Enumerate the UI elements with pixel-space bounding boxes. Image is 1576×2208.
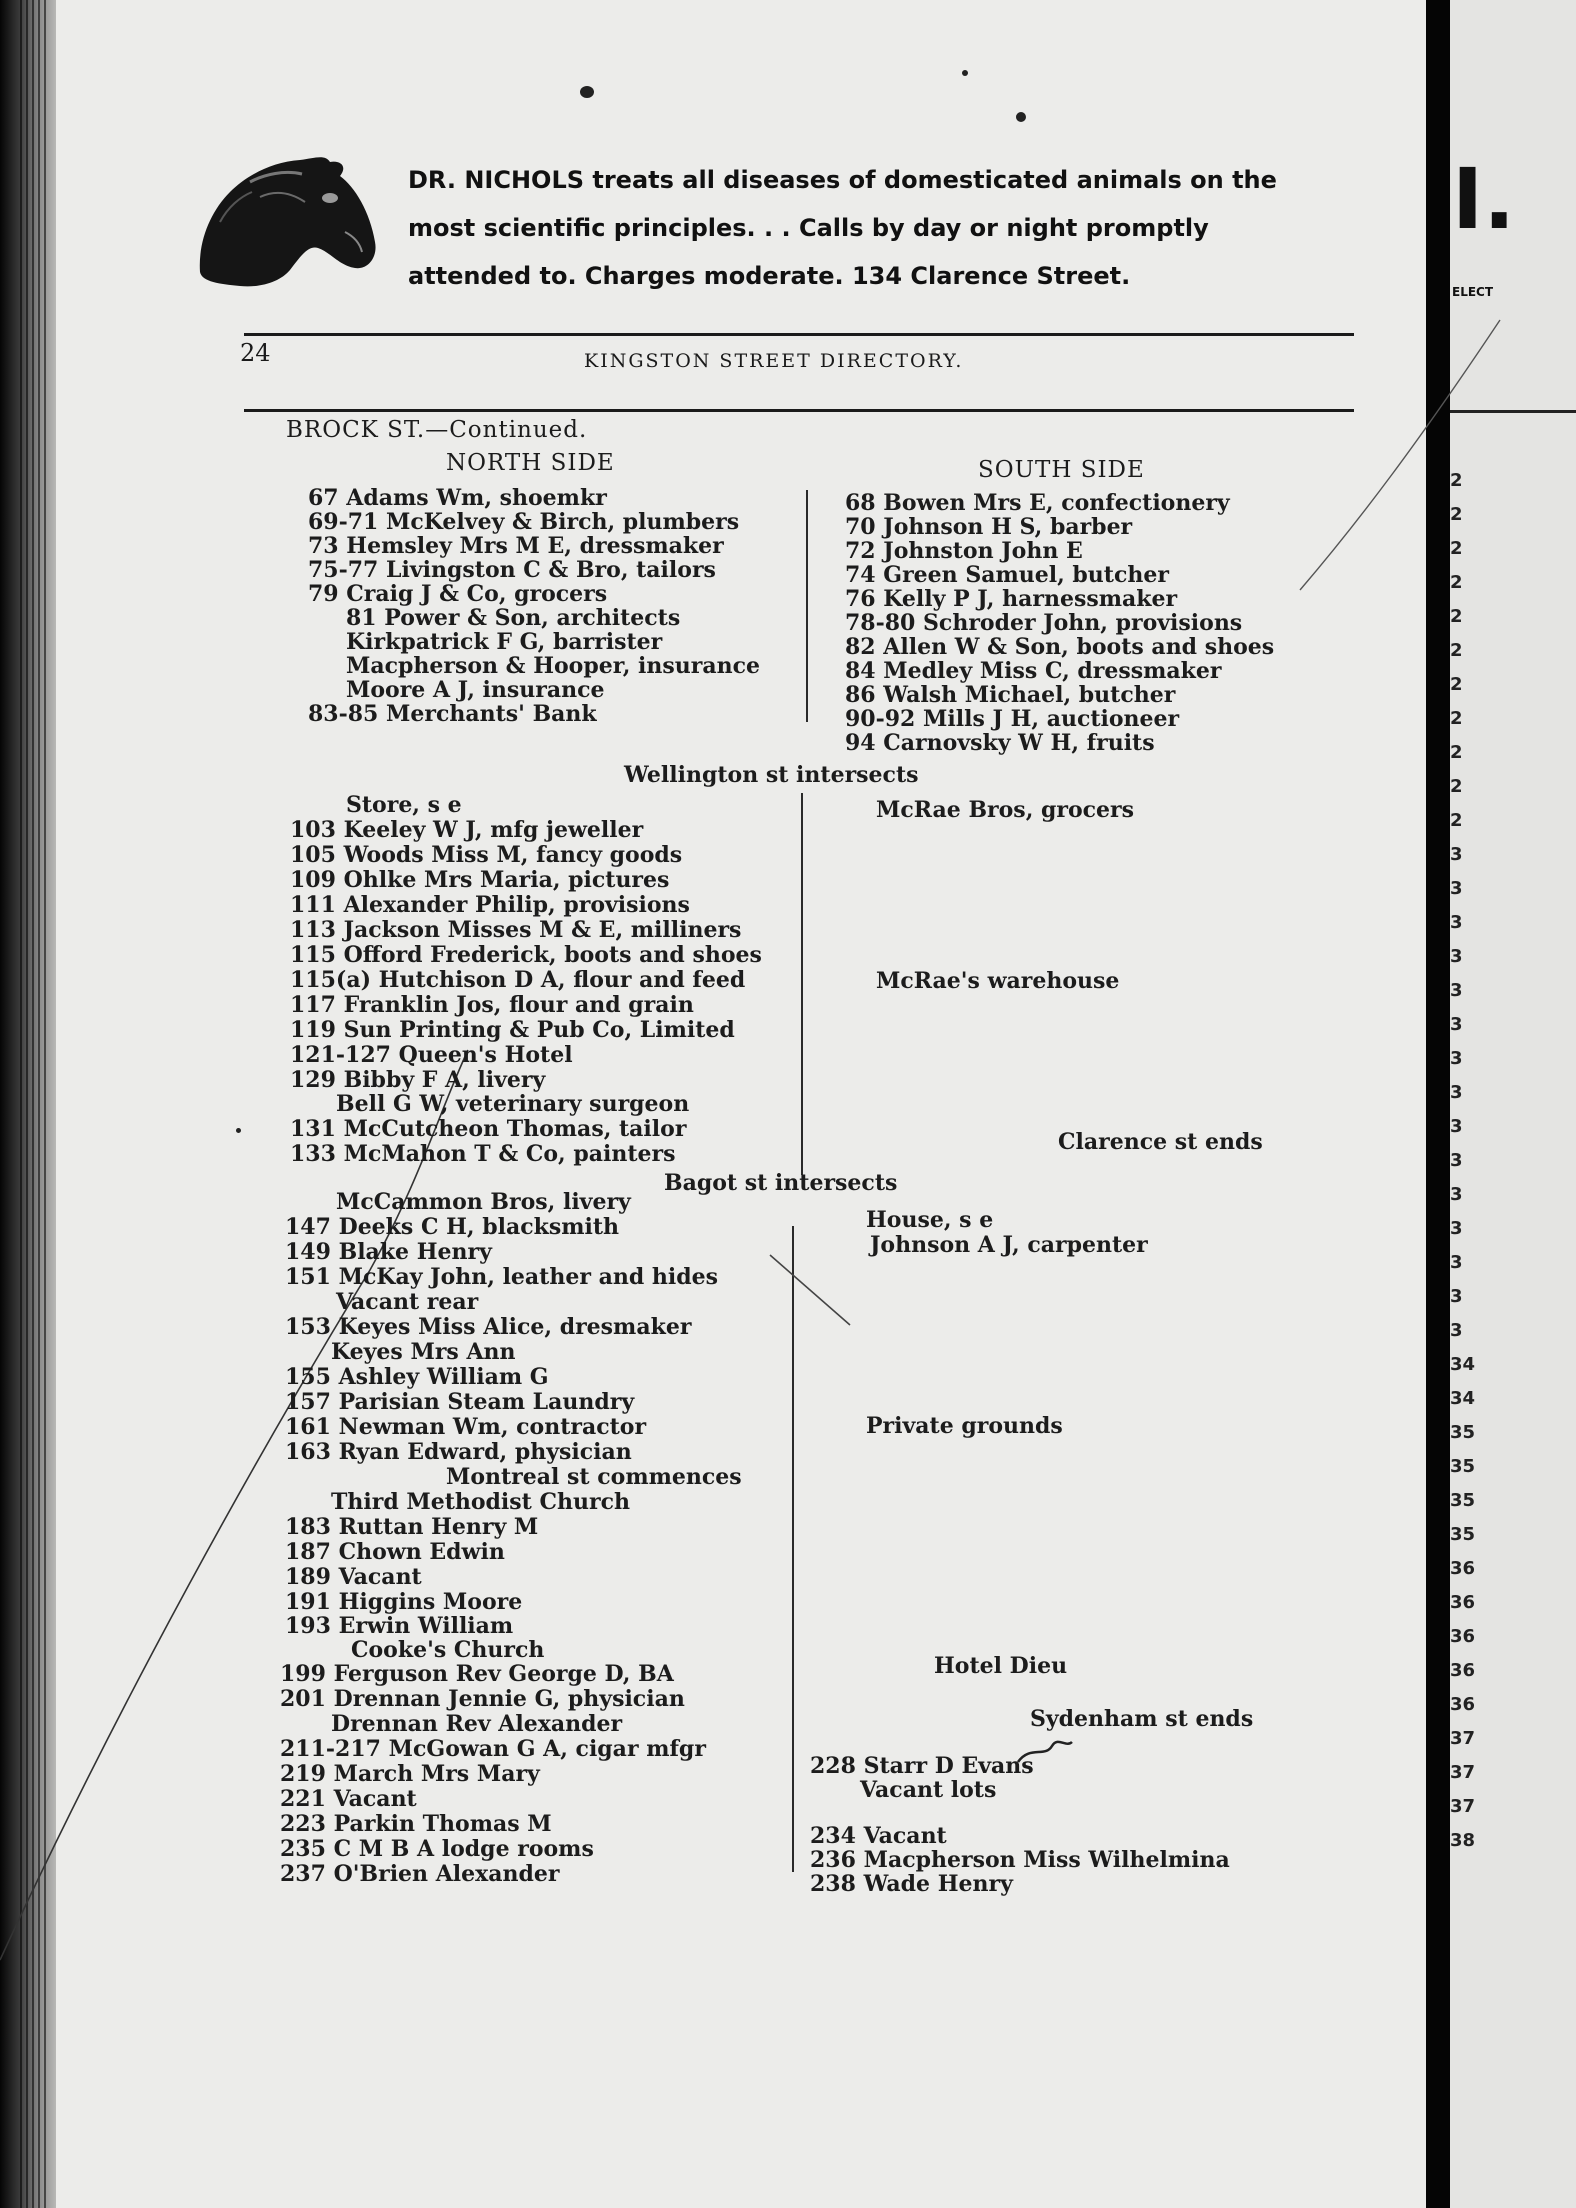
- adjacent-page-number: 34: [1450, 1388, 1476, 1409]
- north-side-entry: [285, 1440, 632, 1464]
- house-number: 84: [845, 658, 876, 684]
- north-side-entry: [285, 1390, 634, 1414]
- house-number: 119: [290, 1017, 336, 1043]
- house-number: 201: [280, 1686, 326, 1712]
- house-number: 115(a): [290, 967, 371, 993]
- south-side-entry: [876, 798, 1134, 822]
- house-number: 81: [346, 605, 377, 631]
- veterinary-advertisement: [408, 156, 1358, 300]
- adjacent-page-number: 3: [1450, 1150, 1463, 1171]
- adjacent-page-number: 2: [1450, 674, 1463, 695]
- house-number: 236: [810, 1847, 856, 1873]
- north-side-entry: [285, 1365, 549, 1389]
- occupant-name: Johnson H S, barber: [883, 514, 1133, 540]
- adjacent-page-number: 35: [1450, 1490, 1476, 1511]
- north-side-entry: [308, 510, 739, 534]
- adjacent-page-number: 38: [1450, 1830, 1476, 1851]
- occupant-name: Carnovsky W H, fruits: [883, 730, 1155, 756]
- house-number: 149: [285, 1239, 331, 1265]
- north-side-entry: [285, 1240, 492, 1264]
- house-number: 223: [280, 1811, 326, 1837]
- north-side-entry: [290, 1068, 545, 1092]
- adjacent-page-number: 3: [1450, 1218, 1463, 1239]
- header-rule: [244, 409, 1354, 412]
- north-side-entry: [290, 1018, 735, 1042]
- north-side-entry: [351, 1638, 544, 1662]
- south-side-entry: [845, 515, 1132, 539]
- adjacent-page-number: 35: [1450, 1456, 1476, 1477]
- house-number: 221: [280, 1786, 326, 1812]
- adjacent-page-caption: ELECT: [1452, 285, 1494, 299]
- south-side-entry: [1058, 1130, 1263, 1154]
- house-number: 133: [290, 1141, 336, 1167]
- house-number: 76: [845, 586, 876, 612]
- occupant-name: McKelvey & Birch, plumbers: [386, 509, 740, 535]
- north-side-entry: [290, 893, 690, 917]
- north-side-entry: [331, 1490, 630, 1514]
- occupant-name: Adams Wm, shoemkr: [346, 485, 607, 511]
- north-side-entry: [280, 1687, 685, 1711]
- occupant-name: Vacant lots: [860, 1777, 997, 1803]
- house-number: 157: [285, 1389, 331, 1415]
- adjacent-page-number: 3: [1450, 1082, 1463, 1103]
- house-number: 78-80: [845, 610, 916, 636]
- occupant-name: Drennan Jennie G, physician: [333, 1686, 685, 1712]
- house-number: 115: [290, 942, 336, 968]
- house-number: 79: [308, 581, 339, 607]
- south-side-entry: [876, 969, 1119, 993]
- adjacent-page-number: 2: [1450, 810, 1463, 831]
- occupant-name: Deeks C H, blacksmith: [338, 1214, 620, 1240]
- south-side-entry: [845, 563, 1169, 587]
- north-side-entry: [346, 654, 760, 678]
- occupant-name: Queen's Hotel: [398, 1042, 573, 1068]
- street-title: BROCK ST.—Continued.: [286, 417, 588, 443]
- occupant-name: Clarence st ends: [1058, 1129, 1263, 1155]
- adjacent-page-number: 35: [1450, 1524, 1476, 1545]
- house-number: 151: [285, 1264, 331, 1290]
- adjacent-page-rule: [1450, 410, 1576, 413]
- occupant-name: Hutchison D A, flour and feed: [378, 967, 746, 993]
- south-side-entry: [810, 1754, 1034, 1778]
- house-number: 94: [845, 730, 876, 756]
- occupant-name: McRae Bros, grocers: [876, 797, 1135, 823]
- adjacent-page-number: 3: [1450, 878, 1463, 899]
- occupant-name: Schroder John, provisions: [923, 610, 1243, 636]
- occupant-name: Vacant rear: [336, 1289, 479, 1315]
- occupant-name: Erwin William: [338, 1613, 514, 1639]
- adjacent-page-number: 36: [1450, 1592, 1476, 1613]
- north-side-entry: [290, 943, 762, 967]
- house-number: 90-92: [845, 706, 916, 732]
- occupant-name: Cooke's Church: [351, 1637, 545, 1663]
- intersection-label: Montreal st commences: [446, 1464, 742, 1490]
- north-side-entry: [280, 1862, 559, 1886]
- house-number: 105: [290, 842, 336, 868]
- adjacent-page-number: 3: [1450, 912, 1463, 933]
- occupant-name: Sun Printing & Pub Co, Limited: [343, 1017, 735, 1043]
- occupant-name: Bibby F A, livery: [343, 1067, 546, 1093]
- house-number: 73: [308, 533, 339, 559]
- north-side-entry: [285, 1315, 691, 1339]
- north-side-entry: [336, 1190, 631, 1214]
- occupant-name: Offord Frederick, boots and shoes: [343, 942, 762, 968]
- house-number: 109: [290, 867, 336, 893]
- north-side-entry: [280, 1812, 552, 1836]
- house-number: 153: [285, 1314, 331, 1340]
- occupant-name: Higgins Moore: [338, 1589, 523, 1615]
- house-number: 86: [845, 682, 876, 708]
- occupant-name: Third Methodist Church: [331, 1489, 630, 1515]
- scan-speck: [236, 1128, 241, 1133]
- occupant-name: McMahon T & Co, painters: [343, 1141, 676, 1167]
- occupant-name: Vacant: [338, 1564, 422, 1590]
- occupant-name: Walsh Michael, butcher: [883, 682, 1176, 708]
- south-side-entry: [845, 659, 1222, 683]
- occupant-name: Bell G W, veterinary surgeon: [336, 1091, 690, 1117]
- occupant-name: Johnston John E: [883, 538, 1083, 564]
- house-number: 211-217: [280, 1736, 381, 1762]
- south-side-entry: [810, 1824, 947, 1848]
- occupant-name: Vacant: [333, 1786, 417, 1812]
- occupant-name: Store, s e: [346, 792, 462, 818]
- adjacent-page-number: 3: [1450, 1286, 1463, 1307]
- south-side-entry: [845, 731, 1155, 755]
- south-side-entry: [845, 707, 1179, 731]
- south-side-entry: [1030, 1707, 1253, 1731]
- house-number: 219: [280, 1761, 326, 1787]
- south-side-entry: [870, 1233, 1148, 1257]
- occupant-name: Alexander Philip, provisions: [343, 892, 690, 918]
- house-number: 131: [290, 1116, 336, 1142]
- adjacent-page-number: 36: [1450, 1660, 1476, 1681]
- adjacent-page-number: 2: [1450, 742, 1463, 763]
- house-number: 121-127: [290, 1042, 391, 1068]
- north-side-entry: [308, 582, 607, 606]
- north-side-entry: [290, 918, 741, 942]
- occupant-name: Moore A J, insurance: [346, 677, 605, 703]
- column-divider: [806, 490, 808, 722]
- house-number: 83-85: [308, 701, 379, 727]
- north-side-entry: [336, 1092, 689, 1116]
- north-side-entry: [290, 1043, 573, 1067]
- house-number: 75-77: [308, 557, 379, 583]
- north-side-entry: [308, 534, 724, 558]
- adjacent-page-number: 37: [1450, 1796, 1476, 1817]
- house-number: 234: [810, 1823, 856, 1849]
- south-side-entry: [845, 683, 1175, 707]
- adjacent-page-number: 3: [1450, 946, 1463, 967]
- occupant-name: Drennan Rev Alexander: [331, 1711, 623, 1737]
- north-side-entry: [280, 1737, 706, 1761]
- house-number: 163: [285, 1439, 331, 1465]
- horse-head-logo: [190, 152, 382, 292]
- north-side-entry: [285, 1540, 505, 1564]
- page-gutter: [1426, 0, 1450, 2208]
- occupant-name: McCutcheon Thomas, tailor: [343, 1116, 687, 1142]
- house-number: 129: [290, 1067, 336, 1093]
- house-number: 155: [285, 1364, 331, 1390]
- occupant-name: Private grounds: [866, 1413, 1063, 1439]
- occupant-name: Kirkpatrick F G, barrister: [346, 629, 663, 655]
- north-side-entry: [290, 1117, 686, 1141]
- occupant-name: Hemsley Mrs M E, dressmaker: [346, 533, 724, 559]
- north-side-entry: [346, 630, 662, 654]
- south-side-entry: [866, 1208, 993, 1232]
- south-side-entry: [845, 611, 1242, 635]
- header-rule: [244, 333, 1354, 336]
- north-side-entry: [308, 702, 597, 726]
- house-number: 72: [845, 538, 876, 564]
- occupant-name: Woods Miss M, fancy goods: [343, 842, 683, 868]
- occupant-name: March Mrs Mary: [333, 1761, 540, 1787]
- occupant-name: Livingston C & Bro, tailors: [386, 557, 716, 583]
- house-number: 70: [845, 514, 876, 540]
- house-number: 111: [290, 892, 336, 918]
- occupant-name: Ashley William G: [338, 1364, 549, 1390]
- house-number: 103: [290, 817, 336, 843]
- south-side-entry: [860, 1778, 996, 1802]
- north-side-entry: [331, 1340, 516, 1364]
- occupant-name: Power & Son, architects: [384, 605, 681, 631]
- occupant-name: McRae's warehouse: [876, 968, 1120, 994]
- occupant-name: Merchants' Bank: [386, 701, 597, 727]
- occupant-name: Macpherson & Hooper, insurance: [346, 653, 760, 679]
- occupant-name: Chown Edwin: [338, 1539, 505, 1565]
- occupant-name: Parisian Steam Laundry: [338, 1389, 635, 1415]
- south-side-entry: [845, 539, 1083, 563]
- adjacent-page-number: 3: [1450, 1320, 1463, 1341]
- house-number: 147: [285, 1214, 331, 1240]
- occupant-name: Keyes Miss Alice, dresmaker: [338, 1314, 692, 1340]
- house-number: 191: [285, 1589, 331, 1615]
- north-side-entry: [290, 868, 669, 892]
- north-side-entry: [285, 1515, 538, 1539]
- south-side-entry: [810, 1872, 1013, 1896]
- occupant-name: Craig J & Co, grocers: [346, 581, 608, 607]
- scan-speck: [1016, 112, 1026, 122]
- house-number: 228: [810, 1753, 856, 1779]
- north-side-entry: [346, 606, 680, 630]
- occupant-name: Medley Miss C, dressmaker: [883, 658, 1222, 684]
- north-side-entry: [280, 1762, 540, 1786]
- north-side-entry: [346, 793, 462, 817]
- adjacent-page-number: 2: [1450, 776, 1463, 797]
- ad-line: most scientific principles. . . Calls by day or night promptly: [408, 214, 1209, 242]
- south-side-entry: [934, 1654, 1067, 1678]
- occupant-name: McKay John, leather and hides: [338, 1264, 718, 1290]
- book-spine: [0, 0, 56, 2208]
- north-side-entry: [280, 1837, 594, 1861]
- occupant-name: McCammon Bros, livery: [336, 1189, 631, 1215]
- scan-speck: [580, 86, 594, 98]
- occupant-name: Newman Wm, contractor: [338, 1414, 647, 1440]
- occupant-name: Starr D Evans: [863, 1753, 1034, 1779]
- north-side-entry: [280, 1662, 674, 1686]
- adjacent-page-number: 36: [1450, 1694, 1476, 1715]
- north-side-entry: [308, 558, 716, 582]
- scan-speck: [962, 70, 968, 76]
- house-number: 189: [285, 1564, 331, 1590]
- adjacent-page-number: 3: [1450, 1116, 1463, 1137]
- north-side-entry: [290, 818, 643, 842]
- adjacent-page-number: 3: [1450, 1014, 1463, 1035]
- adjacent-page-number: 35: [1450, 1422, 1476, 1443]
- occupant-name: Hotel Dieu: [934, 1653, 1068, 1679]
- occupant-name: Green Samuel, butcher: [883, 562, 1169, 588]
- occupant-name: Keyes Mrs Ann: [331, 1339, 516, 1365]
- occupant-name: Kelly P J, harnessmaker: [883, 586, 1178, 612]
- north-side-entry: [290, 843, 682, 867]
- occupant-name: Blake Henry: [338, 1239, 492, 1265]
- adjacent-page-number: 3: [1450, 1252, 1463, 1273]
- adjacent-page-number: 2: [1450, 572, 1463, 593]
- house-number: 68: [845, 490, 876, 516]
- occupant-name: C M B A lodge rooms: [333, 1836, 594, 1862]
- north-side-entry: [336, 1290, 478, 1314]
- adjacent-page: [1450, 0, 1576, 2208]
- adjacent-page-number: 36: [1450, 1558, 1476, 1579]
- adjacent-page-number: 37: [1450, 1728, 1476, 1749]
- page-number: 24: [240, 339, 271, 367]
- house-number: 237: [280, 1861, 326, 1887]
- occupant-name: Mills J H, auctioneer: [923, 706, 1180, 732]
- house-number: 183: [285, 1514, 331, 1540]
- north-side-entry: [346, 678, 604, 702]
- adjacent-page-number: 2: [1450, 640, 1463, 661]
- occupant-name: Bowen Mrs E, confectionery: [883, 490, 1230, 516]
- ad-line: DR. NICHOLS treats all diseases of domesticated animals on the: [408, 166, 1277, 194]
- house-number: 82: [845, 634, 876, 660]
- house-number: 193: [285, 1613, 331, 1639]
- house-number: 199: [280, 1661, 326, 1687]
- south-side-entry: [810, 1848, 1230, 1872]
- house-number: 235: [280, 1836, 326, 1862]
- adjacent-page-number: 3: [1450, 844, 1463, 865]
- north-side-entry: [290, 1142, 675, 1166]
- north-side-entry: [285, 1265, 718, 1289]
- occupant-name: O'Brien Alexander: [333, 1861, 560, 1887]
- adjacent-page-number: 2: [1450, 606, 1463, 627]
- south-side-entry: [866, 1414, 1063, 1438]
- north-side-entry: [280, 1787, 417, 1811]
- spine-binding-lines: [20, 0, 50, 2208]
- north-side-header: NORTH SIDE: [446, 450, 615, 476]
- north-side-entry: [285, 1614, 513, 1638]
- south-side-entry: [845, 635, 1274, 659]
- occupant-name: Keeley W J, mfg jeweller: [343, 817, 644, 843]
- house-number: 74: [845, 562, 876, 588]
- intersection-label: Wellington st intersects: [624, 762, 919, 788]
- adjacent-page-number: 2: [1450, 470, 1463, 491]
- south-side-entry: [845, 491, 1230, 515]
- adjacent-page-number: 3: [1450, 980, 1463, 1001]
- south-side-header: SOUTH SIDE: [978, 457, 1145, 483]
- occupant-name: Parkin Thomas M: [333, 1811, 552, 1837]
- adjacent-page-number: 37: [1450, 1762, 1476, 1783]
- adjacent-page-number: 3: [1450, 1184, 1463, 1205]
- north-side-entry: [285, 1215, 619, 1239]
- occupant-name: Vacant: [863, 1823, 947, 1849]
- occupant-name: Allen W & Son, boots and shoes: [883, 634, 1275, 660]
- house-number: 113: [290, 917, 336, 943]
- occupant-name: Ohlke Mrs Maria, pictures: [343, 867, 670, 893]
- occupant-name: Macpherson Miss Wilhelmina: [863, 1847, 1230, 1873]
- occupant-name: House, s e: [866, 1207, 994, 1233]
- north-side-entry: [308, 486, 607, 510]
- adjacent-page-number: 36: [1450, 1626, 1476, 1647]
- occupant-name: Wade Henry: [863, 1871, 1013, 1897]
- occupant-name: Jackson Misses M & E, milliners: [343, 917, 742, 943]
- adjacent-page-heading: I.: [1452, 150, 1516, 248]
- house-number: 69-71: [308, 509, 379, 535]
- adjacent-page-number: 2: [1450, 538, 1463, 559]
- occupant-name: Sydenham st ends: [1030, 1706, 1254, 1732]
- house-number: 117: [290, 992, 336, 1018]
- ad-line: attended to. Charges moderate. 134 Clarence Street.: [408, 262, 1131, 290]
- adjacent-page-number: 34: [1450, 1354, 1476, 1375]
- occupant-name: Ferguson Rev George D, BA: [333, 1661, 674, 1687]
- north-side-entry: [285, 1565, 422, 1589]
- adjacent-page-number: 3: [1450, 1048, 1463, 1069]
- north-side-entry: [285, 1415, 646, 1439]
- occupant-name: Johnson A J, carpenter: [870, 1232, 1148, 1258]
- occupant-name: Franklin Jos, flour and grain: [343, 992, 694, 1018]
- occupant-name: Ryan Edward, physician: [338, 1439, 632, 1465]
- house-number: 238: [810, 1871, 856, 1897]
- column-divider: [801, 793, 803, 1175]
- running-title: KINGSTON STREET DIRECTORY.: [584, 350, 964, 372]
- north-side-entry: [290, 993, 694, 1017]
- house-number: 67: [308, 485, 339, 511]
- north-side-entry: [331, 1712, 622, 1736]
- intersection-label: Bagot st intersects: [664, 1170, 898, 1196]
- north-side-entry: [285, 1590, 522, 1614]
- directory-page: [56, 0, 1426, 2208]
- occupant-name: McGowan G A, cigar mfgr: [388, 1736, 706, 1762]
- house-number: 161: [285, 1414, 331, 1440]
- house-number: 187: [285, 1539, 331, 1565]
- adjacent-page-number: 2: [1450, 504, 1463, 525]
- column-divider: [792, 1226, 794, 1872]
- south-side-entry: [845, 587, 1177, 611]
- north-side-entry: [290, 968, 745, 992]
- adjacent-page-number: 2: [1450, 708, 1463, 729]
- occupant-name: Ruttan Henry M: [338, 1514, 539, 1540]
